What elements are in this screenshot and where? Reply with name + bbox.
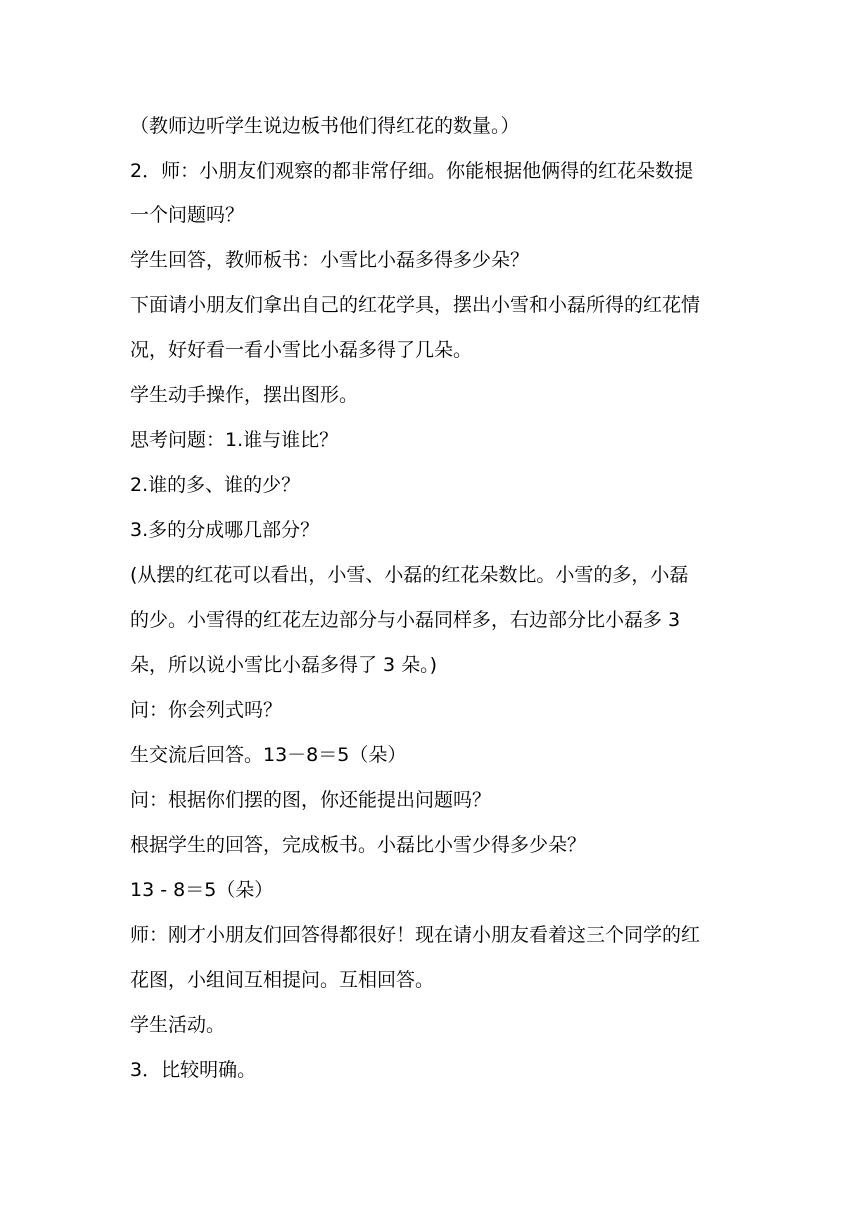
paragraph-line: 下面请小朋友们拿出自己的红花学具，摆出小雪和小磊所得的红花情 (130, 294, 701, 316)
paragraph-line: 2．师：小朋友们观察的都非常仔细。你能根据他俩得的红花朵数提 (130, 160, 694, 182)
paragraph-line: 问：你会列式吗？ (130, 699, 283, 721)
paragraph-line: 一个问题吗？ (130, 204, 245, 226)
paragraph-line: 花图，小组间互相提问。互相回答。 (130, 969, 435, 991)
paragraph-line: 生交流后回答。13－8＝5（朵） (130, 744, 407, 766)
paragraph-line: 师：刚才小朋友们回答得都很好！现在请小朋友看着这三个同学的红 (130, 924, 701, 946)
paragraph-line: 况，好好看一看小雪比小磊多得了几朵。 (130, 339, 473, 361)
paragraph-line: 的少。小雪得的红花左边部分与小磊同样多，右边部分比小磊多 3 (130, 609, 681, 631)
paragraph-line: 问：根据你们摆的图，你还能提出问题吗？ (130, 789, 492, 811)
paragraph-line: 学生回答，教师板书：小雪比小磊多得多少朵？ (130, 249, 530, 271)
paragraph-line: 3．比较明确。 (130, 1059, 257, 1081)
paragraph-line: 学生活动。 (130, 1014, 226, 1036)
paragraph-line: 13 - 8＝5（朵） (130, 879, 274, 901)
paragraph-line: 思考问题：1.谁与谁比？ (130, 429, 339, 451)
paragraph-line: 朵，所以说小雪比小磊多得了 3 朵。) (130, 654, 438, 676)
paragraph-line: （教师边听学生说边板书他们得红花的数量。） (130, 115, 520, 137)
paragraph-line: 2.谁的多、谁的少？ (130, 474, 301, 496)
paragraph-line: 学生动手操作，摆出图形。 (130, 384, 359, 406)
paragraph-line: (从摆的红花可以看出，小雪、小磊的红花朵数比。小雪的多，小磊 (130, 564, 689, 586)
paragraph-line: 3.多的分成哪几部分？ (130, 519, 320, 541)
paragraph-line: 根据学生的回答，完成板书。小磊比小雪少得多少朵？ (130, 834, 587, 856)
